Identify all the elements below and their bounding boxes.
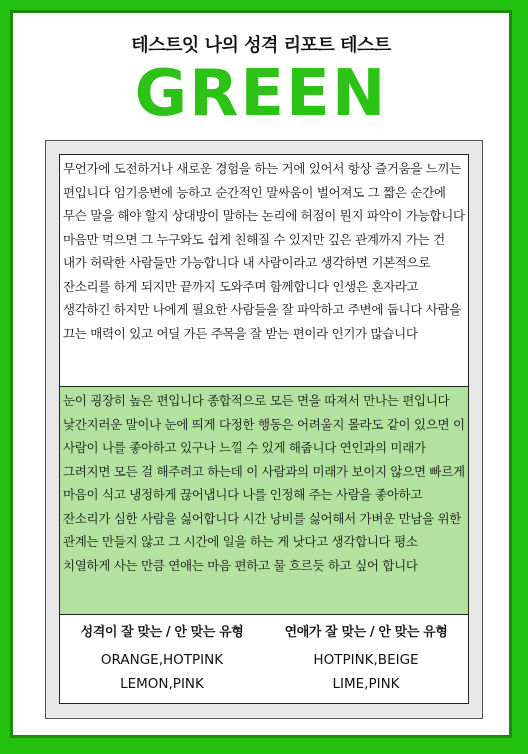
- result-card: [10, 10, 512, 738]
- personality-match-heading: 성격이 잘 맞는 / 안 맞는 유형: [80, 625, 244, 640]
- result-color-title: GREEN: [134, 57, 388, 131]
- report-content: [59, 154, 469, 704]
- romance-good-match: HOTPINK,BEIGE: [313, 652, 419, 668]
- romance-match-heading: 연애가 잘 맞는 / 안 맞는 유형: [284, 625, 448, 640]
- page-title: 테스트잇 나의 성격 리포트 테스트: [131, 35, 391, 56]
- personality-description: [60, 155, 468, 387]
- romance-bad-match: LIME,PINK: [332, 676, 400, 692]
- report-panel: [45, 140, 483, 719]
- romance-text: 눈이 굉장히 높은 편입니다 종합적으로 모든 면을 따져서 만나는 편입니다 낯간지러운 말이나 눈에 띄게 다정한 행동은 어려울지 몰라도 같이 있으면 이 사람이 나를 좋아하고 있구나 느낄 수 있게 해줍니다 연인과의 미래가 그려지면 모든 걸 해주려고 하는데 이 사람과의 미래가 보이지 않으면 빠르게 마음이 식고 냉정하게 끊어냅니다 나를 인정해 주는 사람을 좋아하고 잔소리가 심한 사람을 싫어합니다 시간 낭비를 싫어해서 가벼운 만남을 위한 관계는 만들지 않고 그 시간에 일을 하는 게 낫다고 생각합니다 평소 치열하게 사는 만큼 연애는 마음 편하고 물 흐르듯 하고 싶어 합니다: [63, 393, 465, 573]
- personality-bad-match: LEMON,PINK: [120, 676, 204, 692]
- romance-match: [264, 615, 468, 703]
- match-section: [60, 615, 468, 703]
- personality-text: 무언가에 도전하거나 새로운 경험을 하는 거에 있어서 항상 즐거움을 느끼는 편입니다 임기응변에 능하고 순간적인 말싸움이 벌어져도 그 짧은 순간에 무슨 말을 해야 할지 상대방이 말하는 논리에 허점이 뭔지 파악이 가능합니다 마음만 먹으면 그 누구와도 쉽게 친해질 수 있지만 깊은 관계까지 가는 건 내가 허락한 사람들만 가능합니다 내 사람이라고 생각하면 기본적으로 잔소리를 하게 되지만 끝까지 도와주며 함께합니다 인생은 혼자라고 생각하긴 하지만 나에게 필요한 사람들을 잘 파악하고 주변에 둡니다 사람을 끄는 매력이 있고 어딜 가든 주목을 잘 받는 편이라 인기가 많습니다: [63, 161, 465, 341]
- romance-description: [60, 387, 468, 615]
- personality-match: [60, 615, 264, 703]
- personality-good-match: ORANGE,HOTPINK: [100, 652, 224, 668]
